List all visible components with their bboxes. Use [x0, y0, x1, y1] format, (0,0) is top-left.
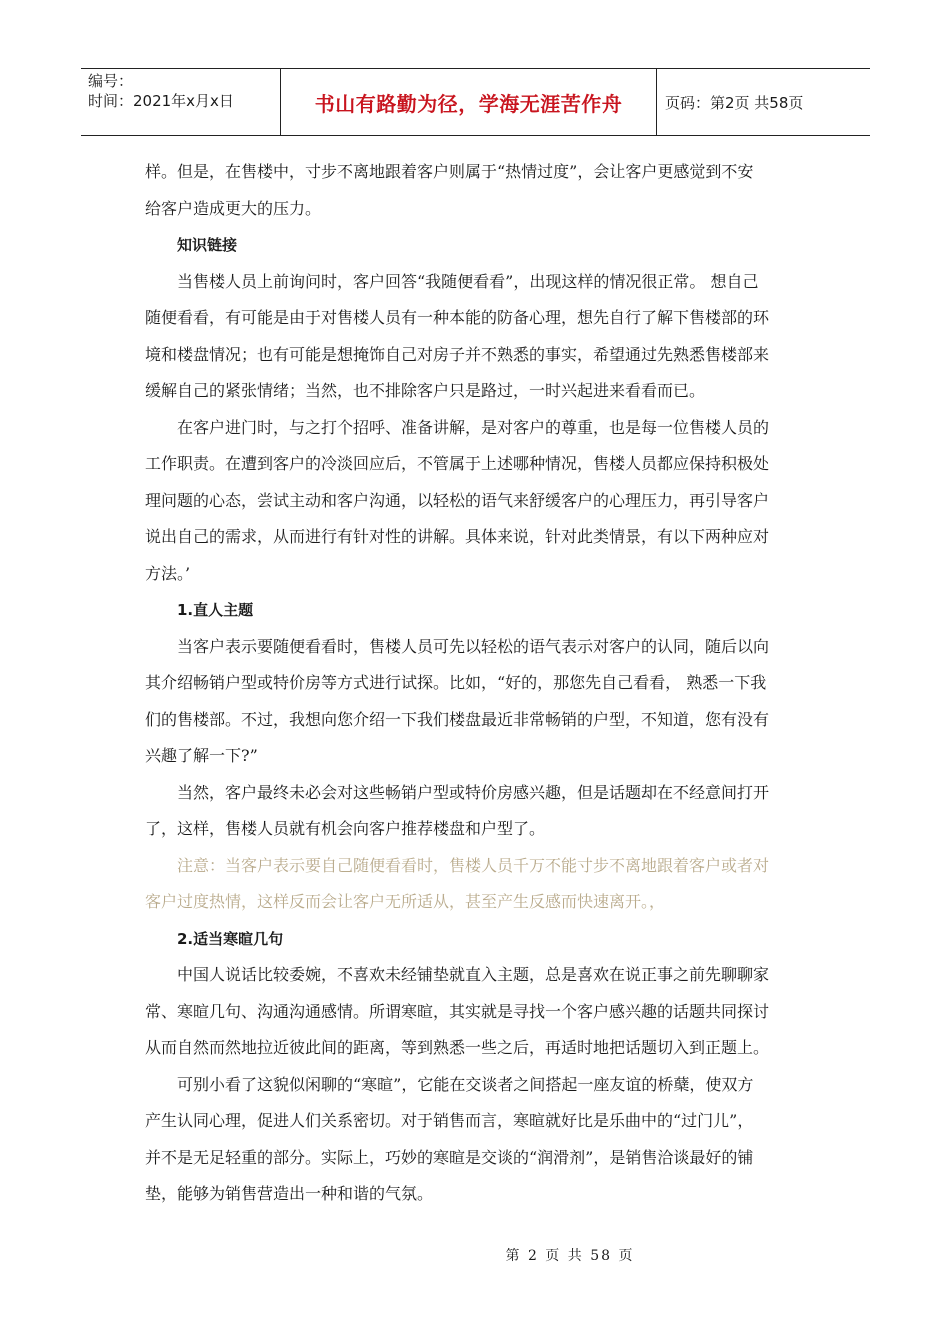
paragraph-line: 产生认同心理，促进人们关系密切。对于销售而言，寒暄就好比是乐曲中的“过门儿”，: [145, 1111, 754, 1130]
paragraph-line: 兴趣了解一下?”: [145, 746, 258, 765]
header-motto: 书山有路勤为径，学海无涯苦作舟: [281, 69, 657, 135]
paragraph-line: 缓解自己的紧张情绪；当然，也不排除客户只是路过，一时兴起进来看看而已。: [145, 381, 706, 400]
paragraph-line: 样。但是，在售楼中，寸步不离地跟着客户则属于“热情过度”，会让客户更感觉到不安: [145, 162, 754, 181]
paragraph-line: 当售楼人员上前询问时，客户回答“我随便看看”，出现这样的情况很正常。 想自己: [177, 271, 759, 291]
note-text-line: 注意：当客户表示要自己随便看看时，售楼人员千万不能寸步不离地跟着客户或者对: [177, 855, 770, 875]
page-footer: 第 2 页 共 58 页: [505, 1248, 635, 1264]
paragraph-line: 说出自己的需求，从而进行有针对性的讲解。具体来说，针对此类情景，有以下两种应对: [145, 527, 770, 546]
paragraph-line: 当客户表示要随便看看时，售楼人员可先以轻松的语气表示对客户的认同，随后以向: [177, 636, 770, 656]
date-label: 时间：2021年x月x日: [88, 92, 234, 110]
header-meta: [81, 69, 281, 135]
paragraph-line: 理问题的心态，尝试主动和客户沟通，以轻松的语气来舒缓客户的心理压力，再引导客户: [145, 490, 770, 510]
paragraph-line: 中国人说话比较委婉，不喜欢未经铺垫就直入主题，总是喜欢在说正事之前先聊聊家: [177, 965, 770, 984]
page-header: [81, 68, 870, 136]
paragraph-line: 从而自然而然地拉近彼此间的距离，等到熟悉一些之后，再适时地把话题切入到正题上。: [145, 1038, 770, 1057]
paragraph-line: 可别小看了这貌似闲聊的“寒暄”，它能在交谈者之间搭起一座友谊的桥蘖，使双方: [177, 1074, 754, 1094]
paragraph-line: 了，这样，售楼人员就有机会向客户推荐楼盘和户型了。: [145, 819, 546, 838]
paragraph-line: 当然，客户最终未必会对这些畅销户型或特价房感兴趣，但是话题却在不经意间打开: [177, 782, 770, 802]
paragraph-line: 并不是无足轻重的部分。实际上，巧妙的寒暄是交谈的“润滑剂”，是销售洽谈最好的铺: [145, 1147, 754, 1167]
section-heading: 1.直人主题: [177, 601, 254, 619]
paragraph-line: 随便看看，有可能是由于对售楼人员有一种本能的防备心理，想先自行了解下售楼部的环: [145, 308, 770, 327]
code-label: 编号：: [88, 72, 134, 90]
paragraph-line: 们的售楼部。不过，我想向您介绍一下我们楼盘最近非常畅销的户型，不知道，您有没有: [145, 709, 770, 729]
document-body: [145, 154, 810, 1213]
section-heading: 知识链接: [177, 236, 238, 254]
paragraph-line: 方法。’: [145, 563, 191, 583]
paragraph-line: 常、寒暄几句、沟通沟通感情。所谓寒暄，其实就是寻找一个客户感兴趣的话题共同探讨: [145, 1001, 770, 1021]
paragraph-line: 其介绍畅销户型或特价房等方式进行试探。比如，“好的，那您先自己看看， 熟悉一下我: [145, 673, 767, 692]
paragraph-line: 垫，能够为销售营造出一种和谐的气氛。: [145, 1184, 434, 1203]
paragraph-line: 给客户造成更大的压力。: [145, 198, 322, 218]
note-text-line: 客户过度热情，这样反而会让客户无所适从，甚至产生反感而快速离开。，: [145, 892, 666, 911]
paragraph-line: 工作职责。在遭到客户的冷淡回应后，不管属于上述哪种情况，售楼人员都应保持积极处: [145, 454, 770, 473]
paragraph-line: 境和楼盘情况；也有可能是想掩饰自己对房子并不熟悉的事实，希望通过先熟悉售楼部来: [145, 344, 770, 364]
header-page-info: 页码：第2页 共58页: [665, 93, 804, 112]
paragraph-line: 在客户进门时，与之打个招呼、准备讲解，是对客户的尊重，也是每一位售楼人员的: [177, 417, 770, 437]
section-heading: 2.适当寒暄几句: [177, 929, 284, 948]
